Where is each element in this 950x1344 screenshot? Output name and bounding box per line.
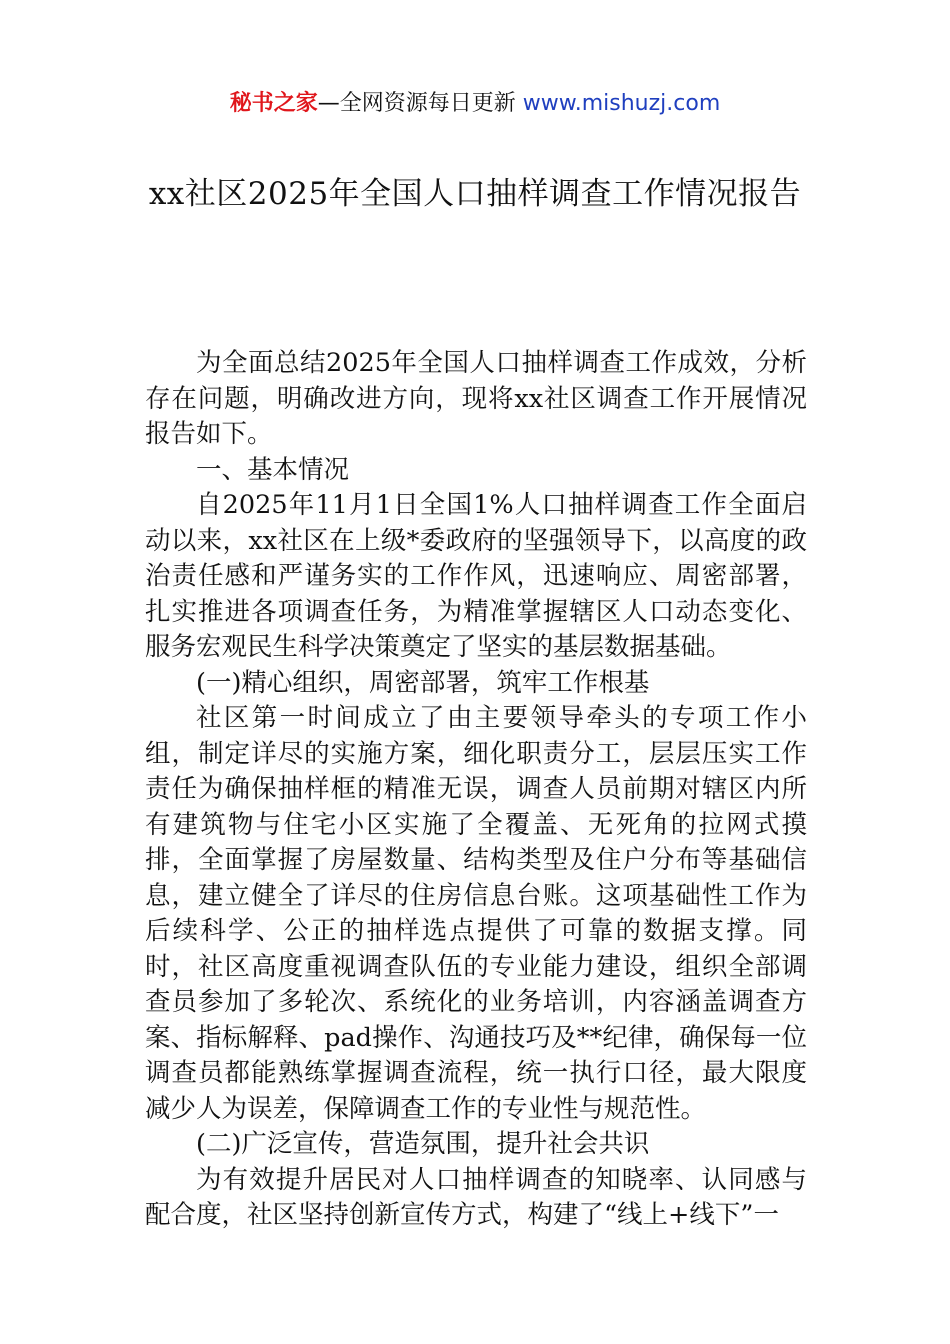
intro-paragraph: 为全面总结2025年全国人口抽样调查工作成效，分析存在问题，明确改进方向，现将xx社区调查工作开展情况报告如下。 xyxy=(145,348,807,449)
site-header xyxy=(0,88,950,120)
body-paragraph: 社区第一时间成立了由主要领导牵头的专项工作小组，制定详尽的实施方案，细化职责分工，层层压实工作责任为确保抽样框的精准无误，调查人员前期对辖区内所有建筑物与住宅小区实施了全覆盖、无死角的拉网式摸排，全面掌握了房屋数量、结构类型及住户分布等基础信息，建立健全了详尽的住房信息台账。这项基础性工作为后续科学、公正的抽样选点提供了可靠的数据支撑。同时，社区高度重视调查队伍的专业能力建设，组织全部调查员参加了多轮次、系统化的业务培训，内容涵盖调查方案、指标解释、pad操作、沟通技巧及**纪律，确保每一位调查员都能熟练掌握调查流程，统一执行口径，最大限度减少人为误差，保障调查工作的专业性与规范性。 xyxy=(145,703,807,1124)
site-url-link[interactable]: www.mishuzj.com xyxy=(522,91,721,116)
subsection-heading: (二)广泛宣传，营造氛围，提升社会共识 xyxy=(196,1129,650,1159)
body-paragraph: 为有效提升居民对人口抽样调查的知晓率、认同感与配合度，社区坚持创新宣传方式，构建了“线上+线下”一 xyxy=(145,1164,807,1230)
document-body xyxy=(145,346,807,1234)
document-title: xx社区2025年全国人口抽样调查工作情况报告 xyxy=(148,176,802,212)
subsection-heading: (一)精心组织，周密部署，筑牢工作根基 xyxy=(196,667,650,698)
body-paragraph: 自2025年11月1日全国1%人口抽样调查工作全面启动以来，xx社区在上级*委政府的坚强领导下，以高度的政治责任感和严谨务实的工作作风，迅速响应、周密部署，扎实推进各项调查任务，为精准掌握辖区人口动态变化、服务宏观民生科学决策奠定了坚实的基层数据基础。 xyxy=(145,490,807,662)
site-tagline: —全网资源每日更新 xyxy=(317,91,523,116)
site-brand: 秘书之家 xyxy=(229,91,318,116)
section-heading: 一、基本情况 xyxy=(196,454,350,485)
